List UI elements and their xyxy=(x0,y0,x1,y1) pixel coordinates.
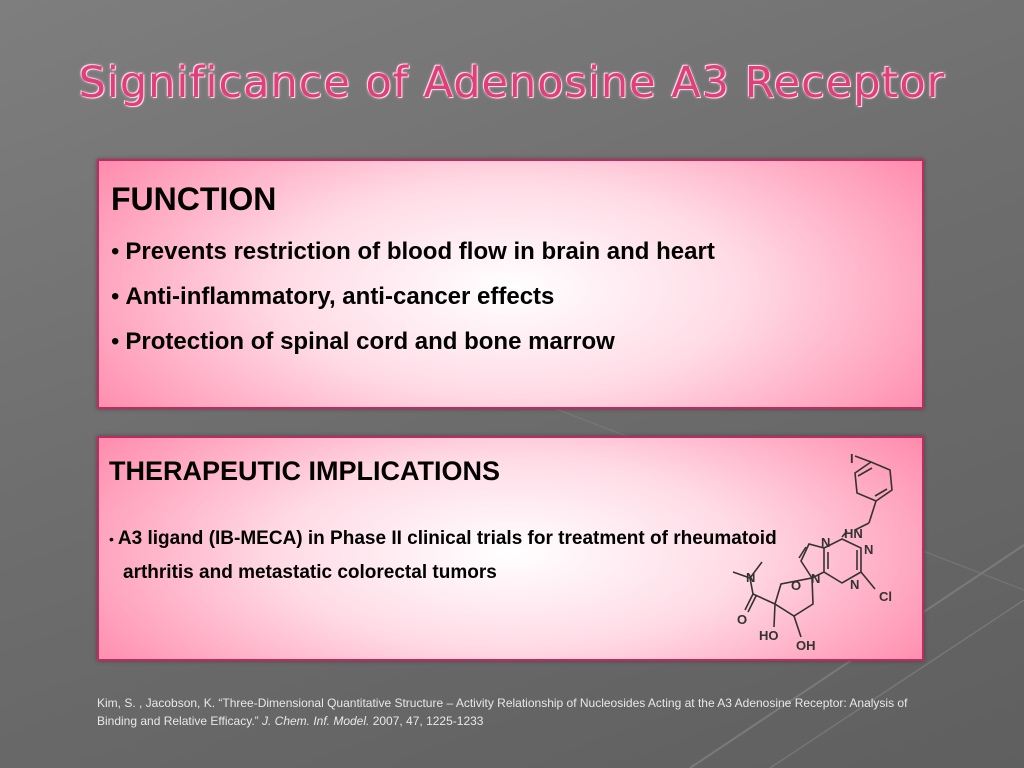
ring-oxygen-label: O xyxy=(791,578,802,593)
citation-details: 2007, 47, 1225-1233 xyxy=(369,714,484,728)
carbonyl-oxygen-label: O xyxy=(737,612,748,627)
citation-journal: J. Chem. Inf. Model. xyxy=(261,714,370,728)
therapeutic-panel xyxy=(97,436,924,661)
ib-meca-structure-diagram xyxy=(717,444,1017,659)
iodine-label: I xyxy=(850,451,854,466)
nitrogen-label: N xyxy=(864,542,874,557)
nitrogen-label: N xyxy=(821,535,831,550)
therapeutic-heading: THERAPEUTIC IMPLICATIONS xyxy=(109,456,500,486)
list-item-text: Prevents restriction of blood flow in brain and heart xyxy=(125,238,715,265)
bullet-icon: • xyxy=(111,238,120,265)
list-item xyxy=(111,282,715,327)
list-item xyxy=(111,327,715,372)
function-heading: FUNCTION xyxy=(111,181,277,217)
list-item xyxy=(111,237,715,282)
citation-text: Kim, S. , Jacobson, K. “Three-Dimensional Quantitative Structure – Activity Relationship of Nucleosides Acting at the A3 Adenosine Receptor: Analysis of Binding and Relative Efficacy.” xyxy=(97,696,908,728)
hydroxyl-label: HO xyxy=(759,628,779,643)
list-item-text: Anti-inflammatory, anti-cancer effects xyxy=(125,283,555,310)
bullet-icon: • xyxy=(111,283,120,310)
chlorine-label: Cl xyxy=(879,589,892,604)
list-item xyxy=(109,522,809,590)
citation xyxy=(97,694,937,730)
bullet-icon: • xyxy=(111,328,120,355)
slide-title: Significance of Adenosine A3 Receptor xyxy=(78,58,946,108)
function-list xyxy=(111,237,715,372)
function-panel xyxy=(97,159,924,409)
bullet-icon: • xyxy=(109,531,114,547)
nitrogen-label: N xyxy=(811,571,821,586)
amine-label: HN xyxy=(844,526,863,541)
list-item-text: Protection of spinal cord and bone marrow xyxy=(125,328,615,355)
list-item-text: A3 ligand (IB-MECA) in Phase II clinical trials for treatment of rheumatoid arthritis and metastatic colorectal tumors xyxy=(117,528,777,583)
therapeutic-list xyxy=(109,522,809,590)
amide-nitrogen-label: N xyxy=(746,570,756,585)
hydroxyl-label: OH xyxy=(796,638,816,653)
nitrogen-label: N xyxy=(850,577,860,592)
